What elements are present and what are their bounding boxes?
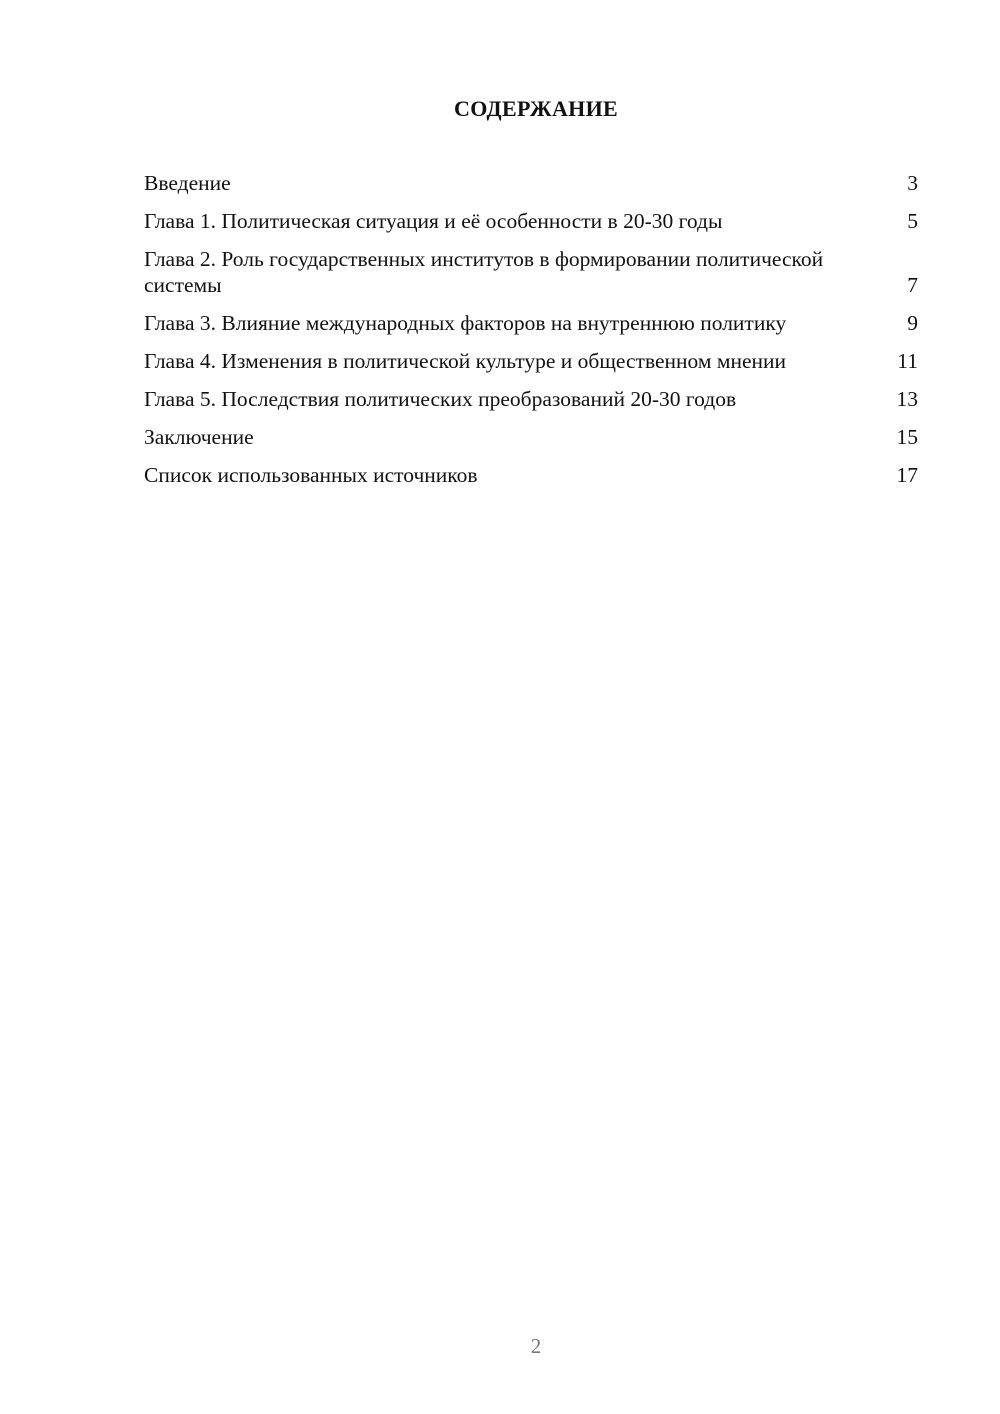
page-number: 2	[530, 1334, 542, 1358]
toc-entry-chapter-5	[144, 386, 918, 412]
toc-entry-chapter-2	[144, 246, 918, 298]
toc-entry-page: 15	[896, 425, 918, 449]
toc-entry-chapter-4	[144, 348, 918, 374]
toc-entry-label: Заключение	[144, 425, 254, 449]
toc-entry-page: 7	[907, 273, 918, 297]
toc-entry-label: Глава 4. Изменения в политической культуре и общественном мнении	[144, 349, 787, 373]
toc-entry-page: 5	[907, 209, 918, 233]
toc-entry-page: 13	[896, 387, 918, 411]
toc-entry-label: Глава 3. Влияние международных факторов на внутреннюю политику	[144, 311, 787, 335]
table-of-contents	[144, 170, 918, 500]
toc-entry-label: Глава 2. Роль государственных институтов в формировании политической системы	[144, 247, 824, 297]
toc-entry-label: Глава 5. Последствия политических преобразований 20-30 годов	[144, 387, 737, 411]
toc-entry-conclusion	[144, 424, 918, 450]
toc-entry-label: Список использованных источников	[144, 463, 478, 487]
toc-entry-label: Введение	[144, 171, 231, 195]
toc-entry-chapter-1	[144, 208, 918, 234]
toc-entry-page: 9	[907, 311, 918, 335]
toc-entry-introduction	[144, 170, 918, 196]
page-title: СОДЕРЖАНИЕ	[454, 96, 618, 121]
toc-entry-chapter-3	[144, 310, 918, 336]
toc-entry-page: 3	[907, 171, 918, 195]
toc-entry-references	[144, 462, 918, 488]
toc-entry-page: 11	[897, 349, 918, 373]
toc-entry-label: Глава 1. Политическая ситуация и её особенности в 20-30 годы	[144, 209, 723, 233]
toc-entry-page: 17	[896, 463, 918, 487]
